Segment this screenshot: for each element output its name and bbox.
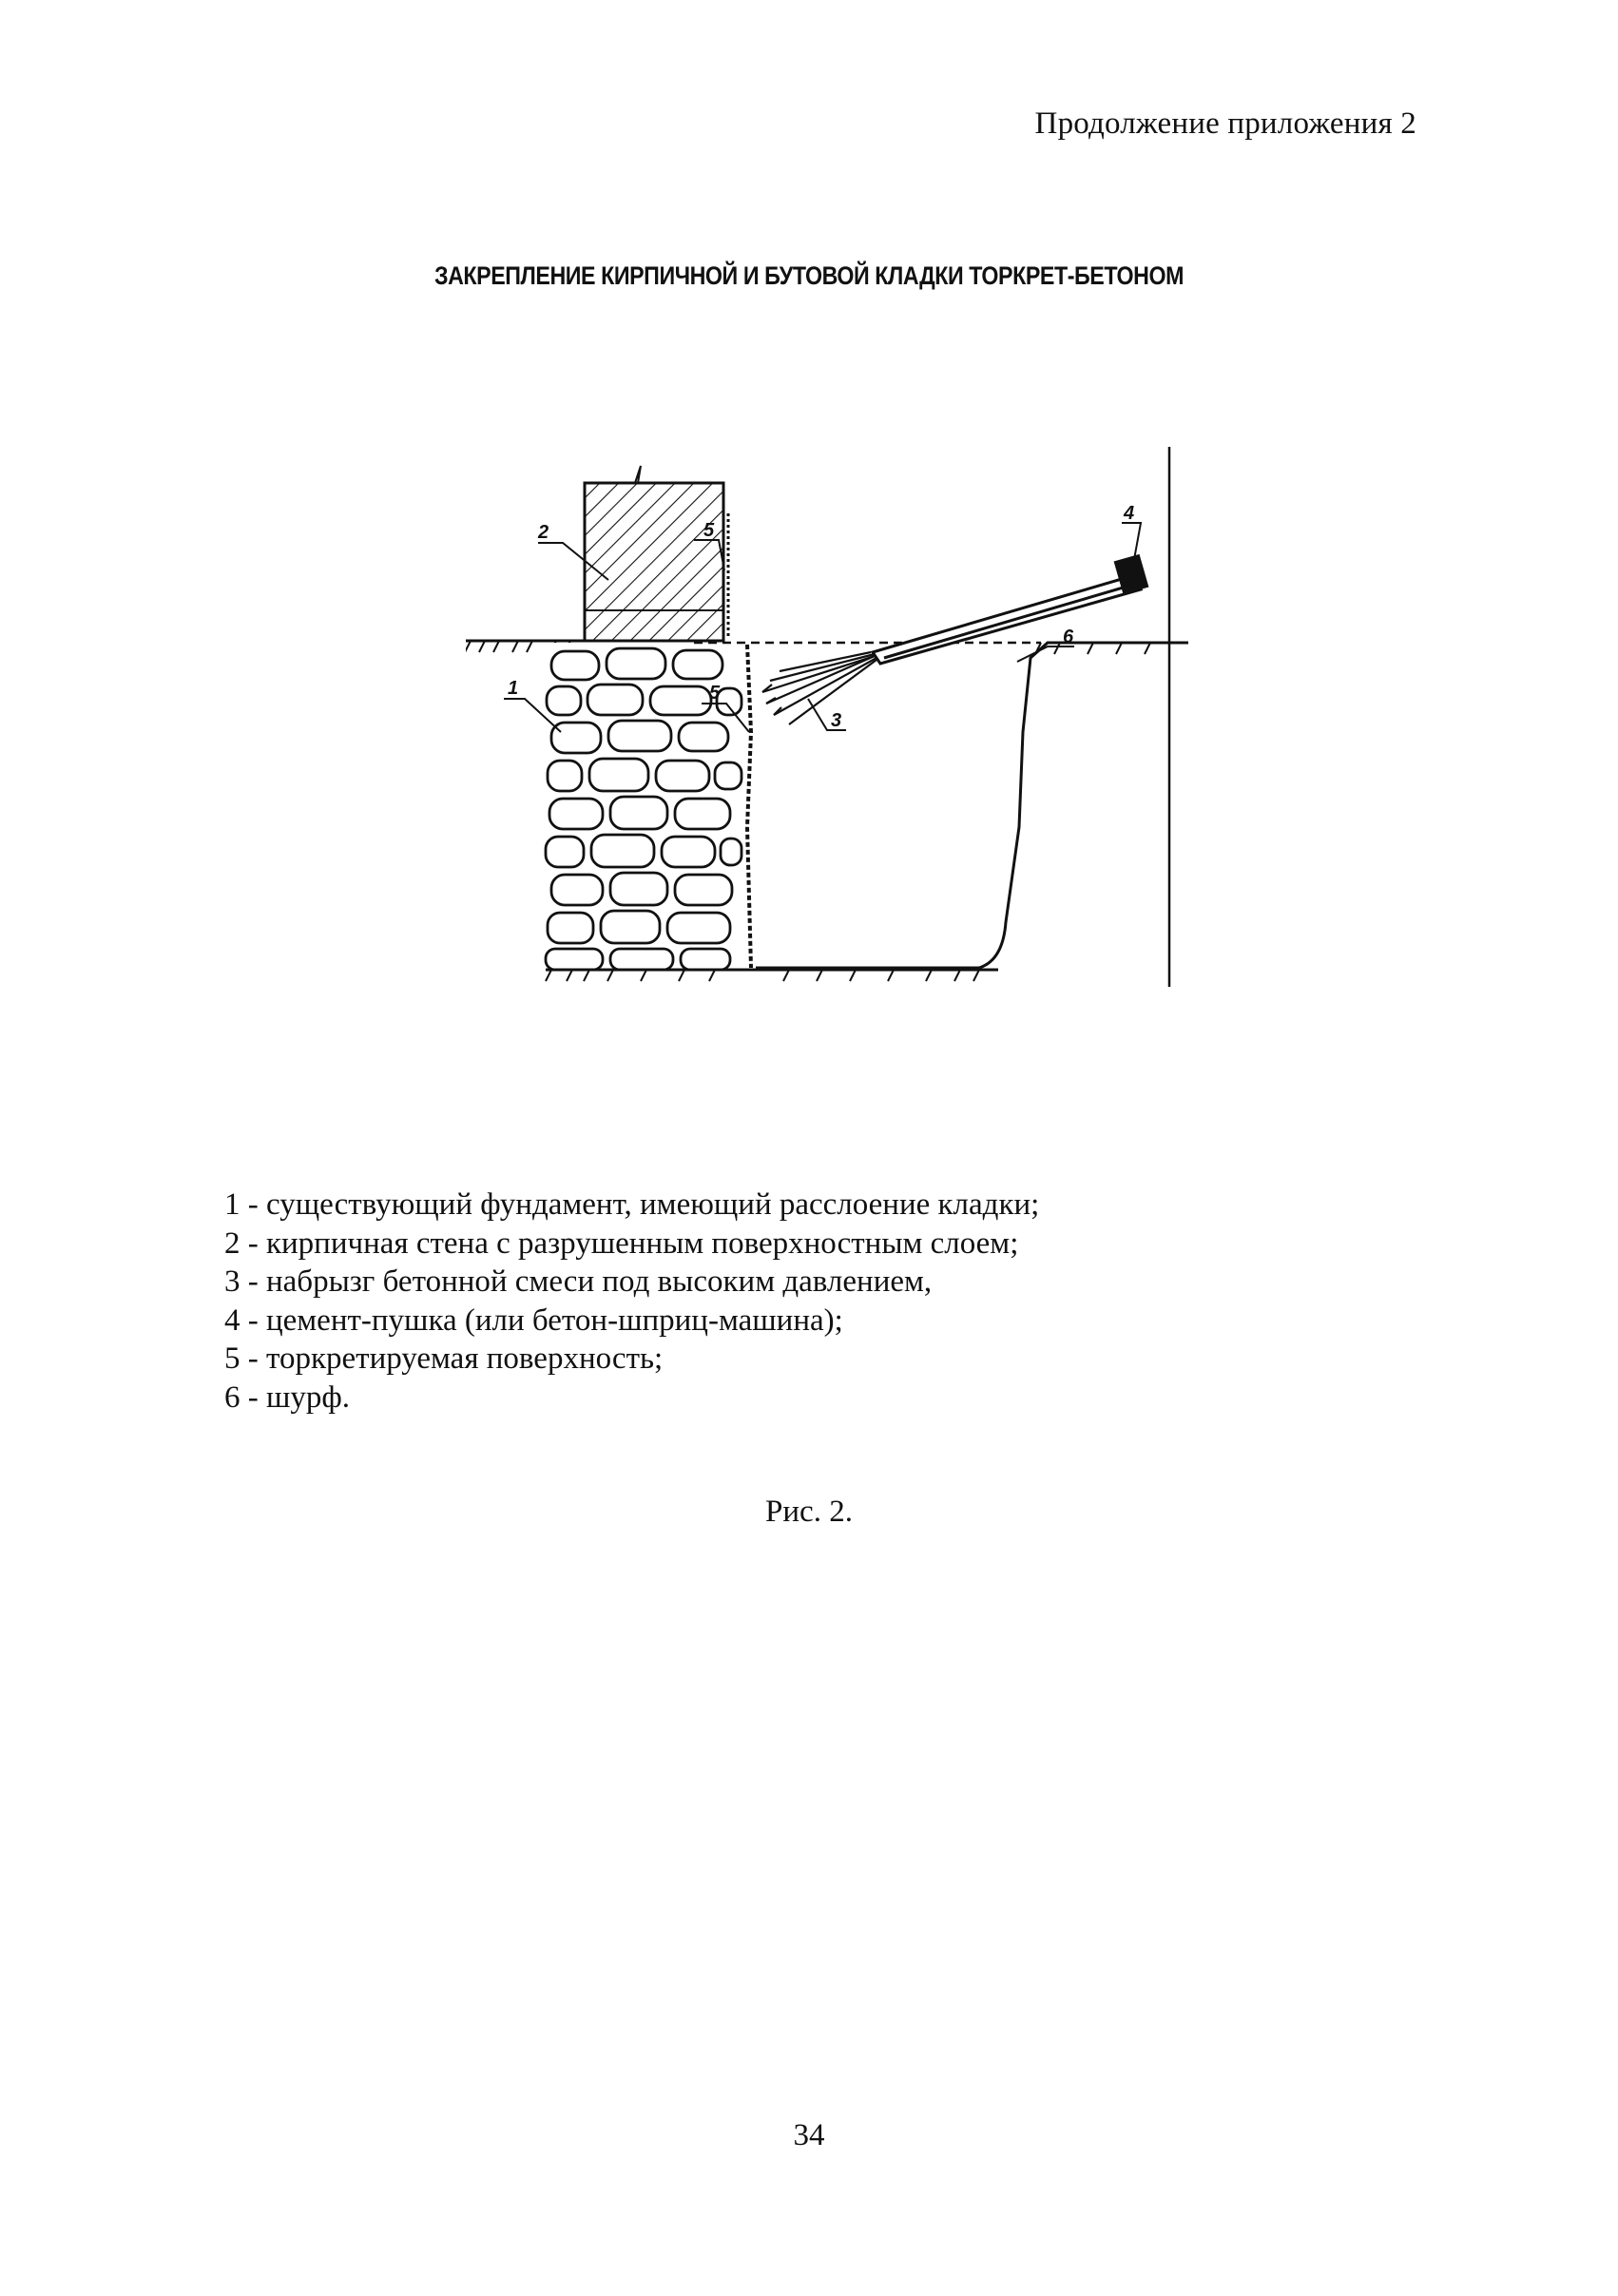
figure-diagram (466, 447, 1188, 1017)
label-6: 6 (1063, 627, 1074, 647)
label-5-wall: 5 (703, 520, 715, 541)
header-note: Продолжение приложения 2 (1034, 106, 1416, 141)
legend-item: 2 - кирпичная стена с разрушенным поверхностным слоем; (224, 1225, 1019, 1261)
legend-item: 5 - торкретируемая поверхность; (224, 1341, 664, 1376)
label-5-foundation: 5 (709, 683, 721, 704)
label-4: 4 (1124, 503, 1135, 524)
label-2: 2 (538, 522, 549, 543)
legend-item: 3 - набрызг бетонной смеси под высоким давлением, (224, 1264, 933, 1299)
label-1: 1 (508, 678, 519, 699)
page-number: 34 (793, 2118, 825, 2152)
legend-item: 4 - цемент-пушка (или бетон-шприц-машина); (224, 1302, 843, 1338)
cement-gun (873, 554, 1148, 664)
legend-item: 6 - шурф. (224, 1380, 351, 1415)
figure-caption: Рис. 2. (765, 1495, 853, 1529)
brick-wall (585, 466, 723, 641)
legend-item: 1 - существующий фундамент, имеющий расслоение кладки; (224, 1187, 1040, 1222)
label-3: 3 (831, 710, 842, 731)
concrete-spray (762, 652, 876, 724)
document-title: ЗАКРЕПЛЕНИЕ КИРПИЧНОЙ И БУТОВОЙ КЛАДКИ ТОРКРЕТ-БЕТОНОМ (433, 261, 1185, 290)
figure-legend (224, 1186, 1039, 1417)
